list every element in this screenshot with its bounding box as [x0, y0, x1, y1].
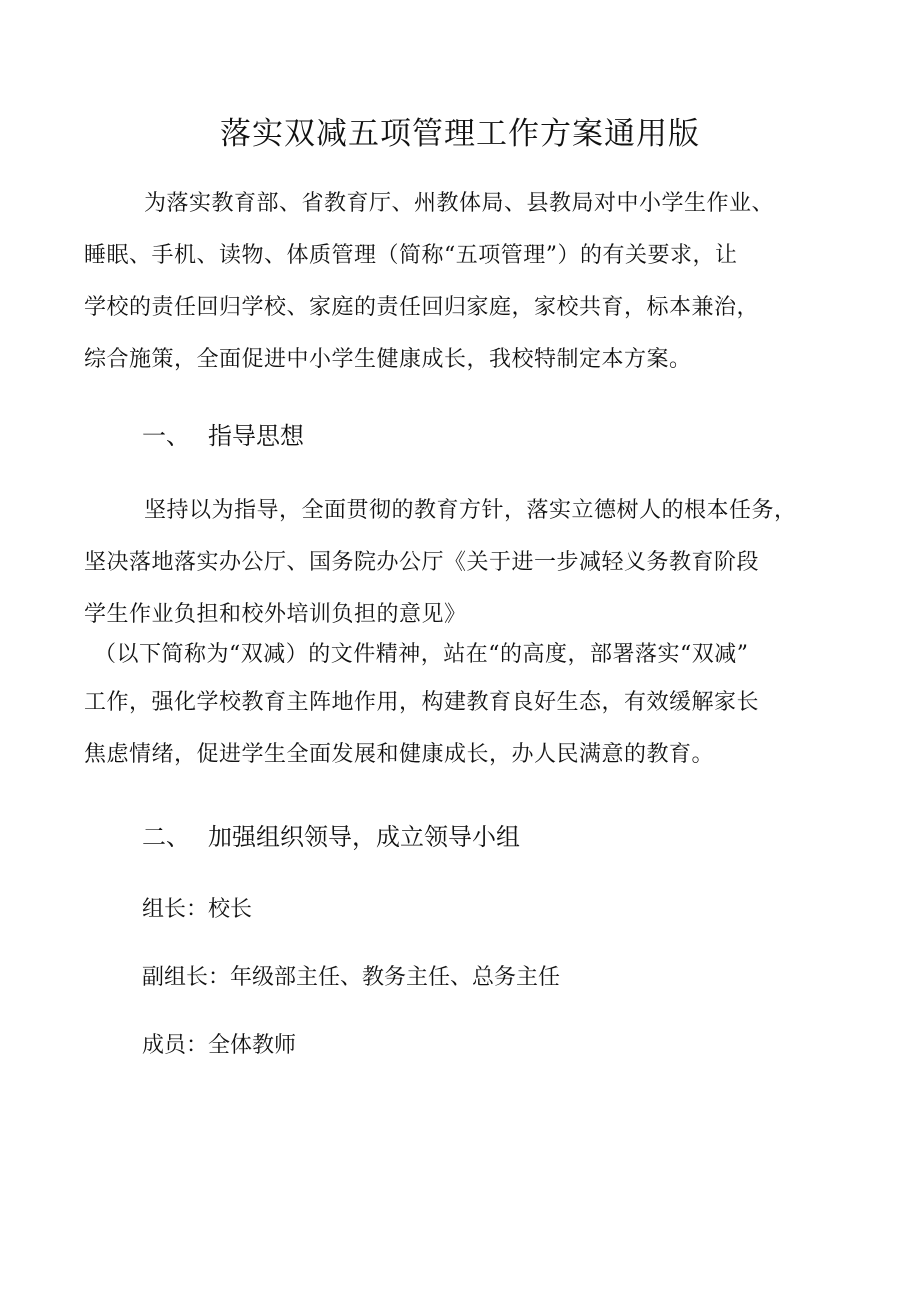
- section-1-line: 学生作业负担和校外培训负担的意见》: [84, 602, 467, 627]
- intro-line: 综合施策，全面促进中小学生健康成长，我校特制定本方案。: [84, 347, 692, 372]
- intro-paragraph: [84, 178, 854, 386]
- intro-line: 睡眠、手机、读物、体质管理（简称“五项管理”）的有关要求，让: [84, 243, 738, 268]
- section-1-paragraph-cont: [94, 629, 864, 681]
- group-leader: 组长：校长: [142, 897, 253, 922]
- section-1-line: 工作，强化学校教育主阵地作用，构建教育良好生态，有效缓解家长: [84, 690, 760, 715]
- section-2-heading: [142, 817, 520, 857]
- section-1-title: 指导思想: [208, 422, 304, 450]
- intro-line: 为落实教育部、省教育厅、州教体局、县教局对中小学生作业、: [144, 191, 775, 216]
- section-1-line: 坚决落地落实办公厅、国务院办公厅《关于进一步减轻义务教育阶段: [84, 550, 760, 575]
- intro-line: 学校的责任回归学校、家庭的责任回归家庭，家校共育，标本兼治，: [84, 295, 760, 320]
- section-1-number: 一、: [142, 422, 190, 450]
- deputy-leaders: 副组长：年级部主任、教务主任、总务主任: [142, 965, 561, 990]
- section-2-number: 二、: [142, 823, 190, 851]
- section-1-line: 坚持以为指导，全面贯彻的教育方针，落实立德树人的根本任务，: [144, 498, 797, 523]
- section-1-line: （以下简称为“双减）的文件精神，站在“的高度，部署落实“双减”: [94, 642, 749, 667]
- section-2-title: 加强组织领导，成立领导小组: [208, 823, 520, 851]
- section-1-paragraph: [84, 485, 854, 641]
- document-title: 落实双减五项管理工作方案通用版: [220, 116, 700, 152]
- group-members: 成员：全体教师: [142, 1033, 297, 1058]
- section-1-line: 焦虑情绪，促进学生全面发展和健康成长，办人民满意的教育。: [84, 742, 715, 767]
- section-1-heading: [142, 416, 304, 456]
- section-1-paragraph-cont2: [84, 677, 854, 781]
